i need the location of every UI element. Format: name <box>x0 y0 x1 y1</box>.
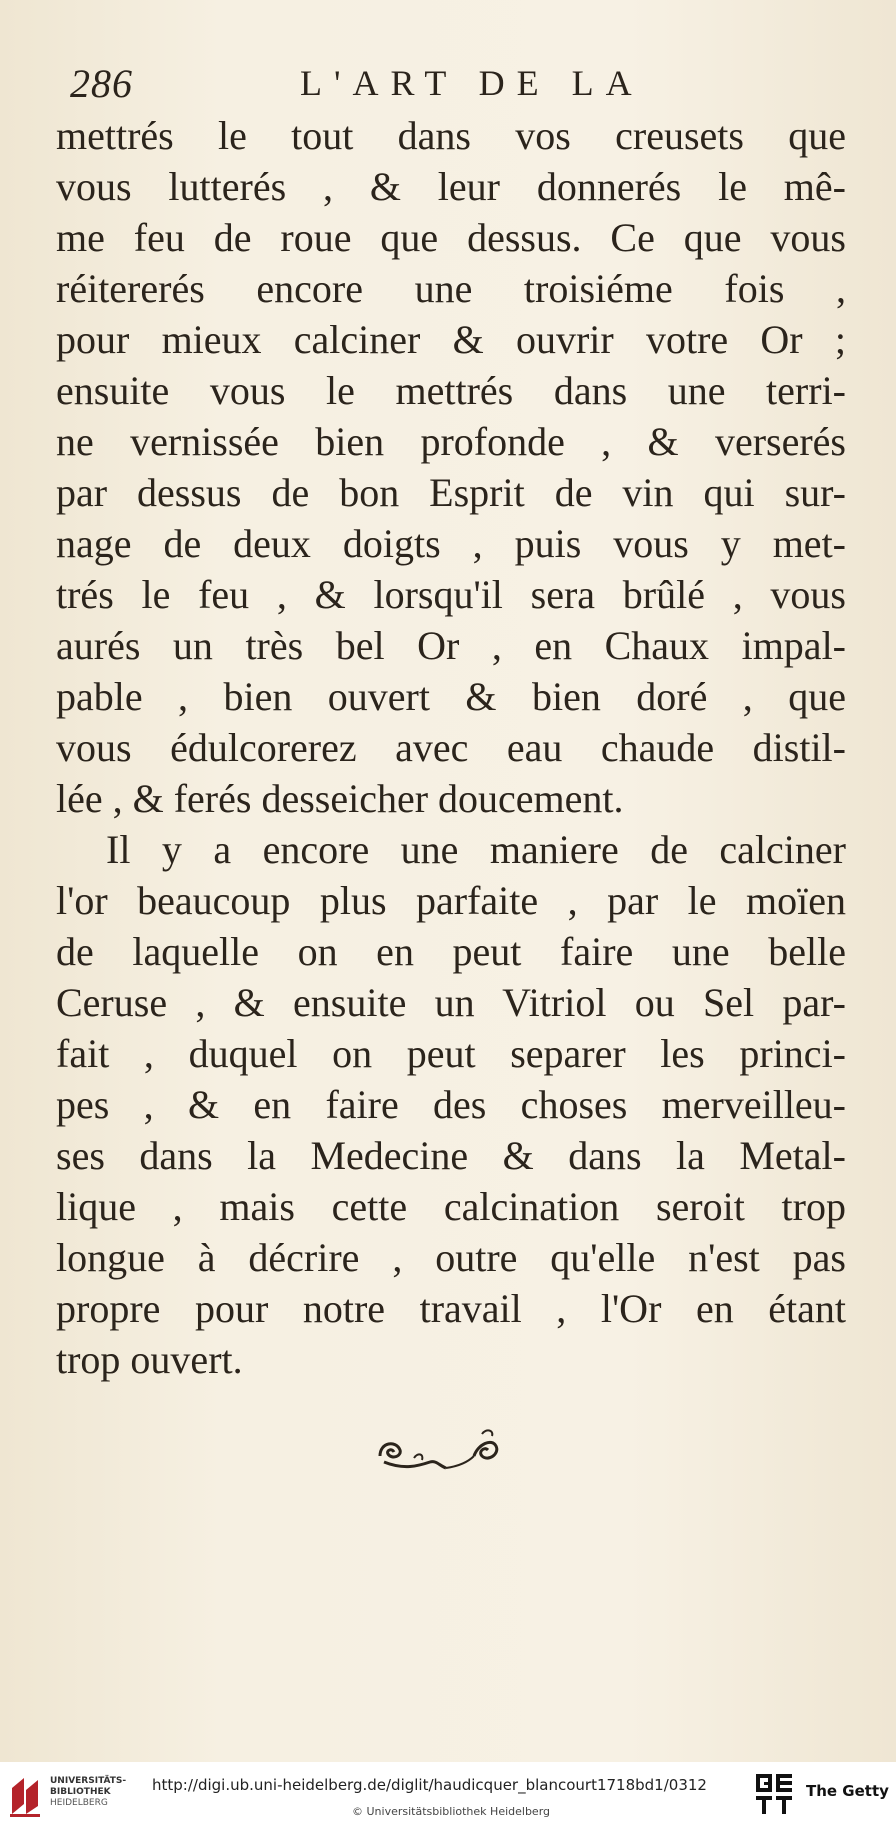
page-number: 286 <box>70 61 133 106</box>
text-line: aurés un très bel Or , en Chaux impal- <box>56 623 846 668</box>
text-line: longue à décrire , outre qu'elle n'est pas <box>56 1235 846 1280</box>
text-line: propre pour notre travail , l'Or en étant <box>56 1286 846 1331</box>
text-line: réitererés encore une troisiéme fois , <box>56 266 846 311</box>
ub-heidelberg-logo-icon <box>8 1774 42 1818</box>
paragraph-first-line: Il y a encore une maniere de calciner <box>106 827 846 872</box>
library-name <box>50 1776 126 1809</box>
viewer-footer <box>0 1762 896 1827</box>
text-line: pable , bien ouvert & bien doré , que <box>56 674 846 719</box>
library-name-line3: HEIDELBERG <box>50 1798 108 1808</box>
text-line: ses dans la Medecine & dans la Metal- <box>56 1133 846 1178</box>
partner-name: The Getty <box>806 1782 889 1800</box>
text-line: trop ouvert. <box>56 1337 243 1382</box>
text-line: ensuite vous le mettrés dans une terri- <box>56 368 846 413</box>
text-line: ne vernissée bien profonde , & verserés <box>56 419 846 464</box>
permalink-url[interactable]: http://digi.ub.uni-heidelberg.de/diglit/haudicquer_blancourt1718bd1/0312 <box>152 1776 707 1794</box>
text-line: Ceruse , & ensuite un Vitriol ou Sel par- <box>56 980 846 1025</box>
text-line: l'or beaucoup plus parfaite , par le moïen <box>56 878 846 923</box>
getty-logo-icon <box>754 1772 794 1816</box>
text-line: me feu de roue que dessus. Ce que vous <box>56 215 846 260</box>
text-line: de laquelle on en peut faire une belle <box>56 929 846 974</box>
text-line: par dessus de bon Esprit de vin qui sur- <box>56 470 846 515</box>
text-line: nage de deux doigts , puis vous y met- <box>56 521 846 566</box>
text-line: trés le feu , & lorsqu'il sera brûlé , vous <box>56 572 846 617</box>
library-name-line2: BIBLIOTHEK <box>50 1787 111 1797</box>
running-head-title: L'ART DE LA <box>300 63 644 103</box>
library-name-line1: UNIVERSITÄTS- <box>50 1776 127 1786</box>
text-line: lique , mais cette calcination seroit trop <box>56 1184 846 1229</box>
running-head <box>70 60 830 112</box>
text-line: fait , duquel on peut separer les princi- <box>56 1031 846 1076</box>
copyright-notice: © Universitätsbibliothek Heidelberg <box>352 1805 551 1818</box>
tailpiece-ornament-icon <box>374 1422 504 1478</box>
text-line: lée , & ferés desseicher doucement. <box>56 776 624 821</box>
text-line: mettrés le tout dans vos creusets que <box>56 113 846 158</box>
text-line: vous lutterés , & leur donnerés le mê- <box>56 164 846 209</box>
text-line: pour mieux calciner & ouvrir votre Or ; <box>56 317 846 362</box>
text-line: vous édulcorerez avec eau chaude distil- <box>56 725 846 770</box>
text-body <box>56 110 846 1385</box>
text-line: pes , & en faire des choses merveilleu- <box>56 1082 846 1127</box>
